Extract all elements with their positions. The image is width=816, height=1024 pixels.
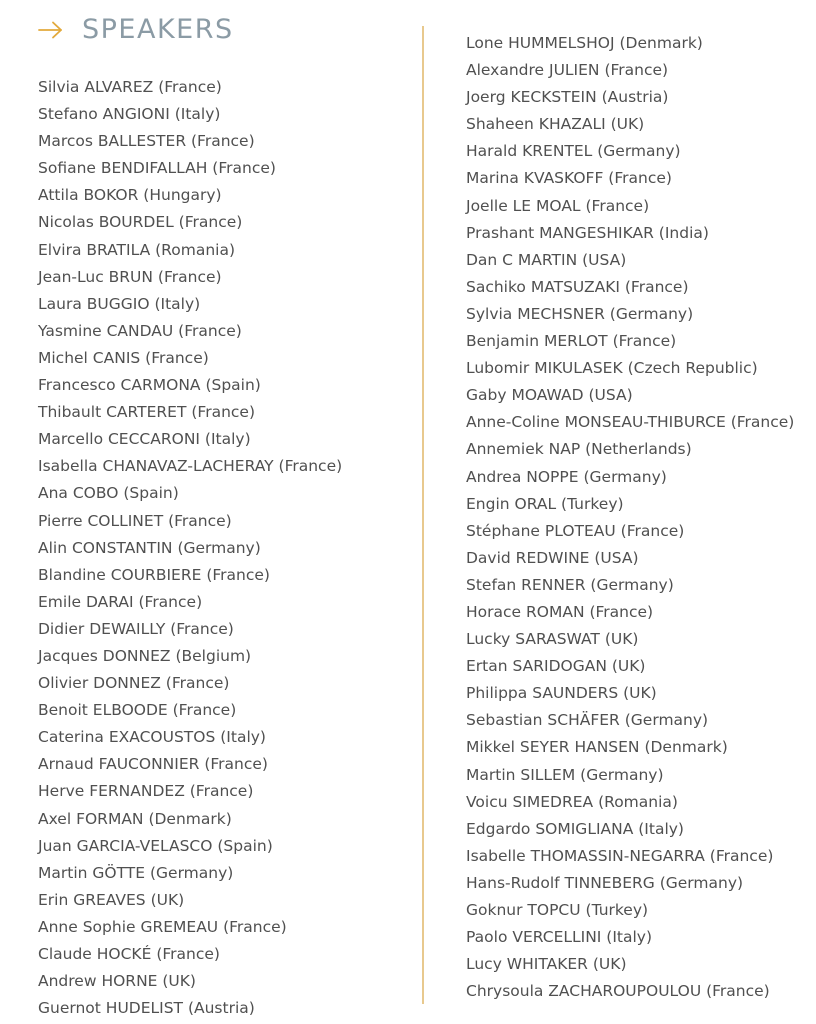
speaker-item: Ana COBO (Spain)	[38, 484, 179, 503]
speaker-item: Elvira BRATILA (Romania)	[38, 240, 235, 259]
speaker-item: Guernot HUDELIST (Austria)	[38, 999, 255, 1018]
speaker-item: Sebastian SCHÄFER (Germany)	[466, 711, 709, 730]
speaker-list-right	[466, 30, 794, 1005]
speaker-item: Harald KRENTEL (Germany)	[466, 142, 681, 161]
speaker-item: Hans-Rudolf TINNEBERG (Germany)	[466, 873, 744, 892]
speaker-item: Engin ORAL (Turkey)	[466, 494, 624, 513]
speaker-item: Marina KVASKOFF (France)	[466, 169, 672, 188]
speaker-item: Olivier DONNEZ (France)	[38, 674, 230, 693]
speaker-item: Marcos BALLESTER (France)	[38, 132, 255, 151]
speaker-item: Claude HOCKÉ (France)	[38, 945, 220, 963]
speaker-item: Attila BOKOR (Hungary)	[38, 186, 222, 205]
speaker-item: Martin GÖTTE (Germany)	[38, 863, 234, 882]
speaker-item: Benoit ELBOODE (France)	[38, 701, 237, 720]
speaker-item: Dan C MARTIN (USA)	[466, 250, 627, 269]
speaker-item: Juan GARCIA-VELASCO (Spain)	[38, 836, 273, 855]
speaker-item: Nicolas BOURDEL (France)	[38, 213, 243, 232]
speakers-header	[38, 12, 234, 48]
speaker-item: Thibault CARTERET (France)	[38, 403, 255, 422]
speaker-list-left	[38, 74, 342, 1022]
speaker-item: Horace ROMAN (France)	[466, 602, 654, 621]
speaker-item: Lubomir MIKULASEK (Czech Republic)	[466, 359, 758, 378]
speaker-item: Stéphane PLOTEAU (France)	[466, 521, 685, 540]
speaker-item: Jean-Luc BRUN (France)	[38, 267, 222, 286]
speaker-item: Benjamin MERLOT (France)	[466, 332, 677, 351]
speaker-item: Joerg KECKSTEIN (Austria)	[466, 88, 669, 107]
speaker-item: Didier DEWAILLY (France)	[38, 619, 234, 638]
speaker-item: Anne Sophie GREMEAU (France)	[38, 917, 287, 936]
speaker-item: Joelle LE MOAL (France)	[466, 196, 650, 215]
speaker-item: Pierre COLLINET (France)	[38, 511, 232, 530]
speaker-item: Silvia ALVAREZ (France)	[38, 78, 222, 96]
speaker-item: David REDWINE (USA)	[466, 548, 639, 567]
speaker-item: Sachiko MATSUZAKI (France)	[466, 277, 689, 296]
speaker-item: Marcello CECCARONI (Italy)	[38, 430, 251, 449]
speaker-item: Alin CONSTANTIN (Germany)	[38, 538, 261, 557]
speaker-item: Sylvia MECHSNER (Germany)	[466, 304, 694, 323]
speaker-item: Alexandre JULIEN (France)	[466, 61, 669, 80]
speaker-item: Anne-Coline MONSEAU-THIBURCE (France)	[466, 413, 795, 432]
speaker-item: Chrysoula ZACHAROUPOULOU (France)	[466, 982, 770, 1001]
speaker-item: Paolo VERCELLINI (Italy)	[466, 928, 653, 947]
speaker-item: Gaby MOAWAD (USA)	[466, 386, 633, 405]
speaker-item: Lone HUMMELSHOJ (Denmark)	[466, 34, 703, 52]
speaker-item: Axel FORMAN (Denmark)	[38, 809, 232, 828]
speaker-item: Erin GREAVES (UK)	[38, 890, 185, 909]
speaker-item: Goknur TOPCU (Turkey)	[466, 901, 649, 919]
speaker-item: Francesco CARMONA (Spain)	[38, 376, 261, 395]
speaker-item: Emile DARAI (France)	[38, 592, 203, 611]
column-divider	[422, 26, 424, 1004]
speaker-item: Isabella CHANAVAZ-LACHERAY (France)	[38, 457, 343, 476]
speaker-item: Stefan RENNER (Germany)	[466, 575, 674, 594]
speaker-item: Jacques DONNEZ (Belgium)	[38, 646, 252, 665]
speaker-item: Isabelle THOMASSIN-NEGARRA (France)	[466, 846, 774, 865]
speaker-item: Martin SILLEM (Germany)	[466, 765, 664, 784]
speaker-item: Sofiane BENDIFALLAH (France)	[38, 159, 276, 178]
speaker-item: Prashant MANGESHIKAR (India)	[466, 223, 709, 242]
speaker-item: Laura BUGGIO (Italy)	[38, 294, 201, 313]
speaker-item: Lucky SARASWAT (UK)	[466, 630, 639, 649]
speaker-item: Mikkel SEYER HANSEN (Denmark)	[466, 738, 728, 757]
speaker-item: Philippa SAUNDERS (UK)	[466, 684, 657, 703]
speaker-item: Voicu SIMEDREA (Romania)	[466, 792, 678, 811]
speaker-item: Michel CANIS (France)	[38, 348, 209, 367]
speaker-item: Yasmine CANDAU (France)	[38, 321, 242, 340]
speaker-item: Herve FERNANDEZ (France)	[38, 782, 254, 801]
speaker-item: Stefano ANGIONI (Italy)	[38, 105, 221, 124]
arrow-right-icon	[38, 20, 64, 40]
speaker-item: Annemiek NAP (Netherlands)	[466, 440, 692, 459]
speaker-item: Blandine COURBIERE (France)	[38, 565, 270, 584]
speaker-item: Shaheen KHAZALI (UK)	[466, 115, 645, 134]
speaker-item: Andrea NOPPE (Germany)	[466, 467, 667, 486]
speaker-item: Andrew HORNE (UK)	[38, 972, 196, 991]
speaker-item: Caterina EXACOUSTOS (Italy)	[38, 728, 266, 747]
page-title: SPEAKERS	[82, 14, 234, 45]
speaker-item: Arnaud FAUCONNIER (France)	[38, 755, 268, 774]
speaker-item: Lucy WHITAKER (UK)	[466, 955, 627, 974]
speaker-item: Ertan SARIDOGAN (UK)	[466, 657, 646, 676]
speaker-item: Edgardo SOMIGLIANA (Italy)	[466, 819, 684, 838]
